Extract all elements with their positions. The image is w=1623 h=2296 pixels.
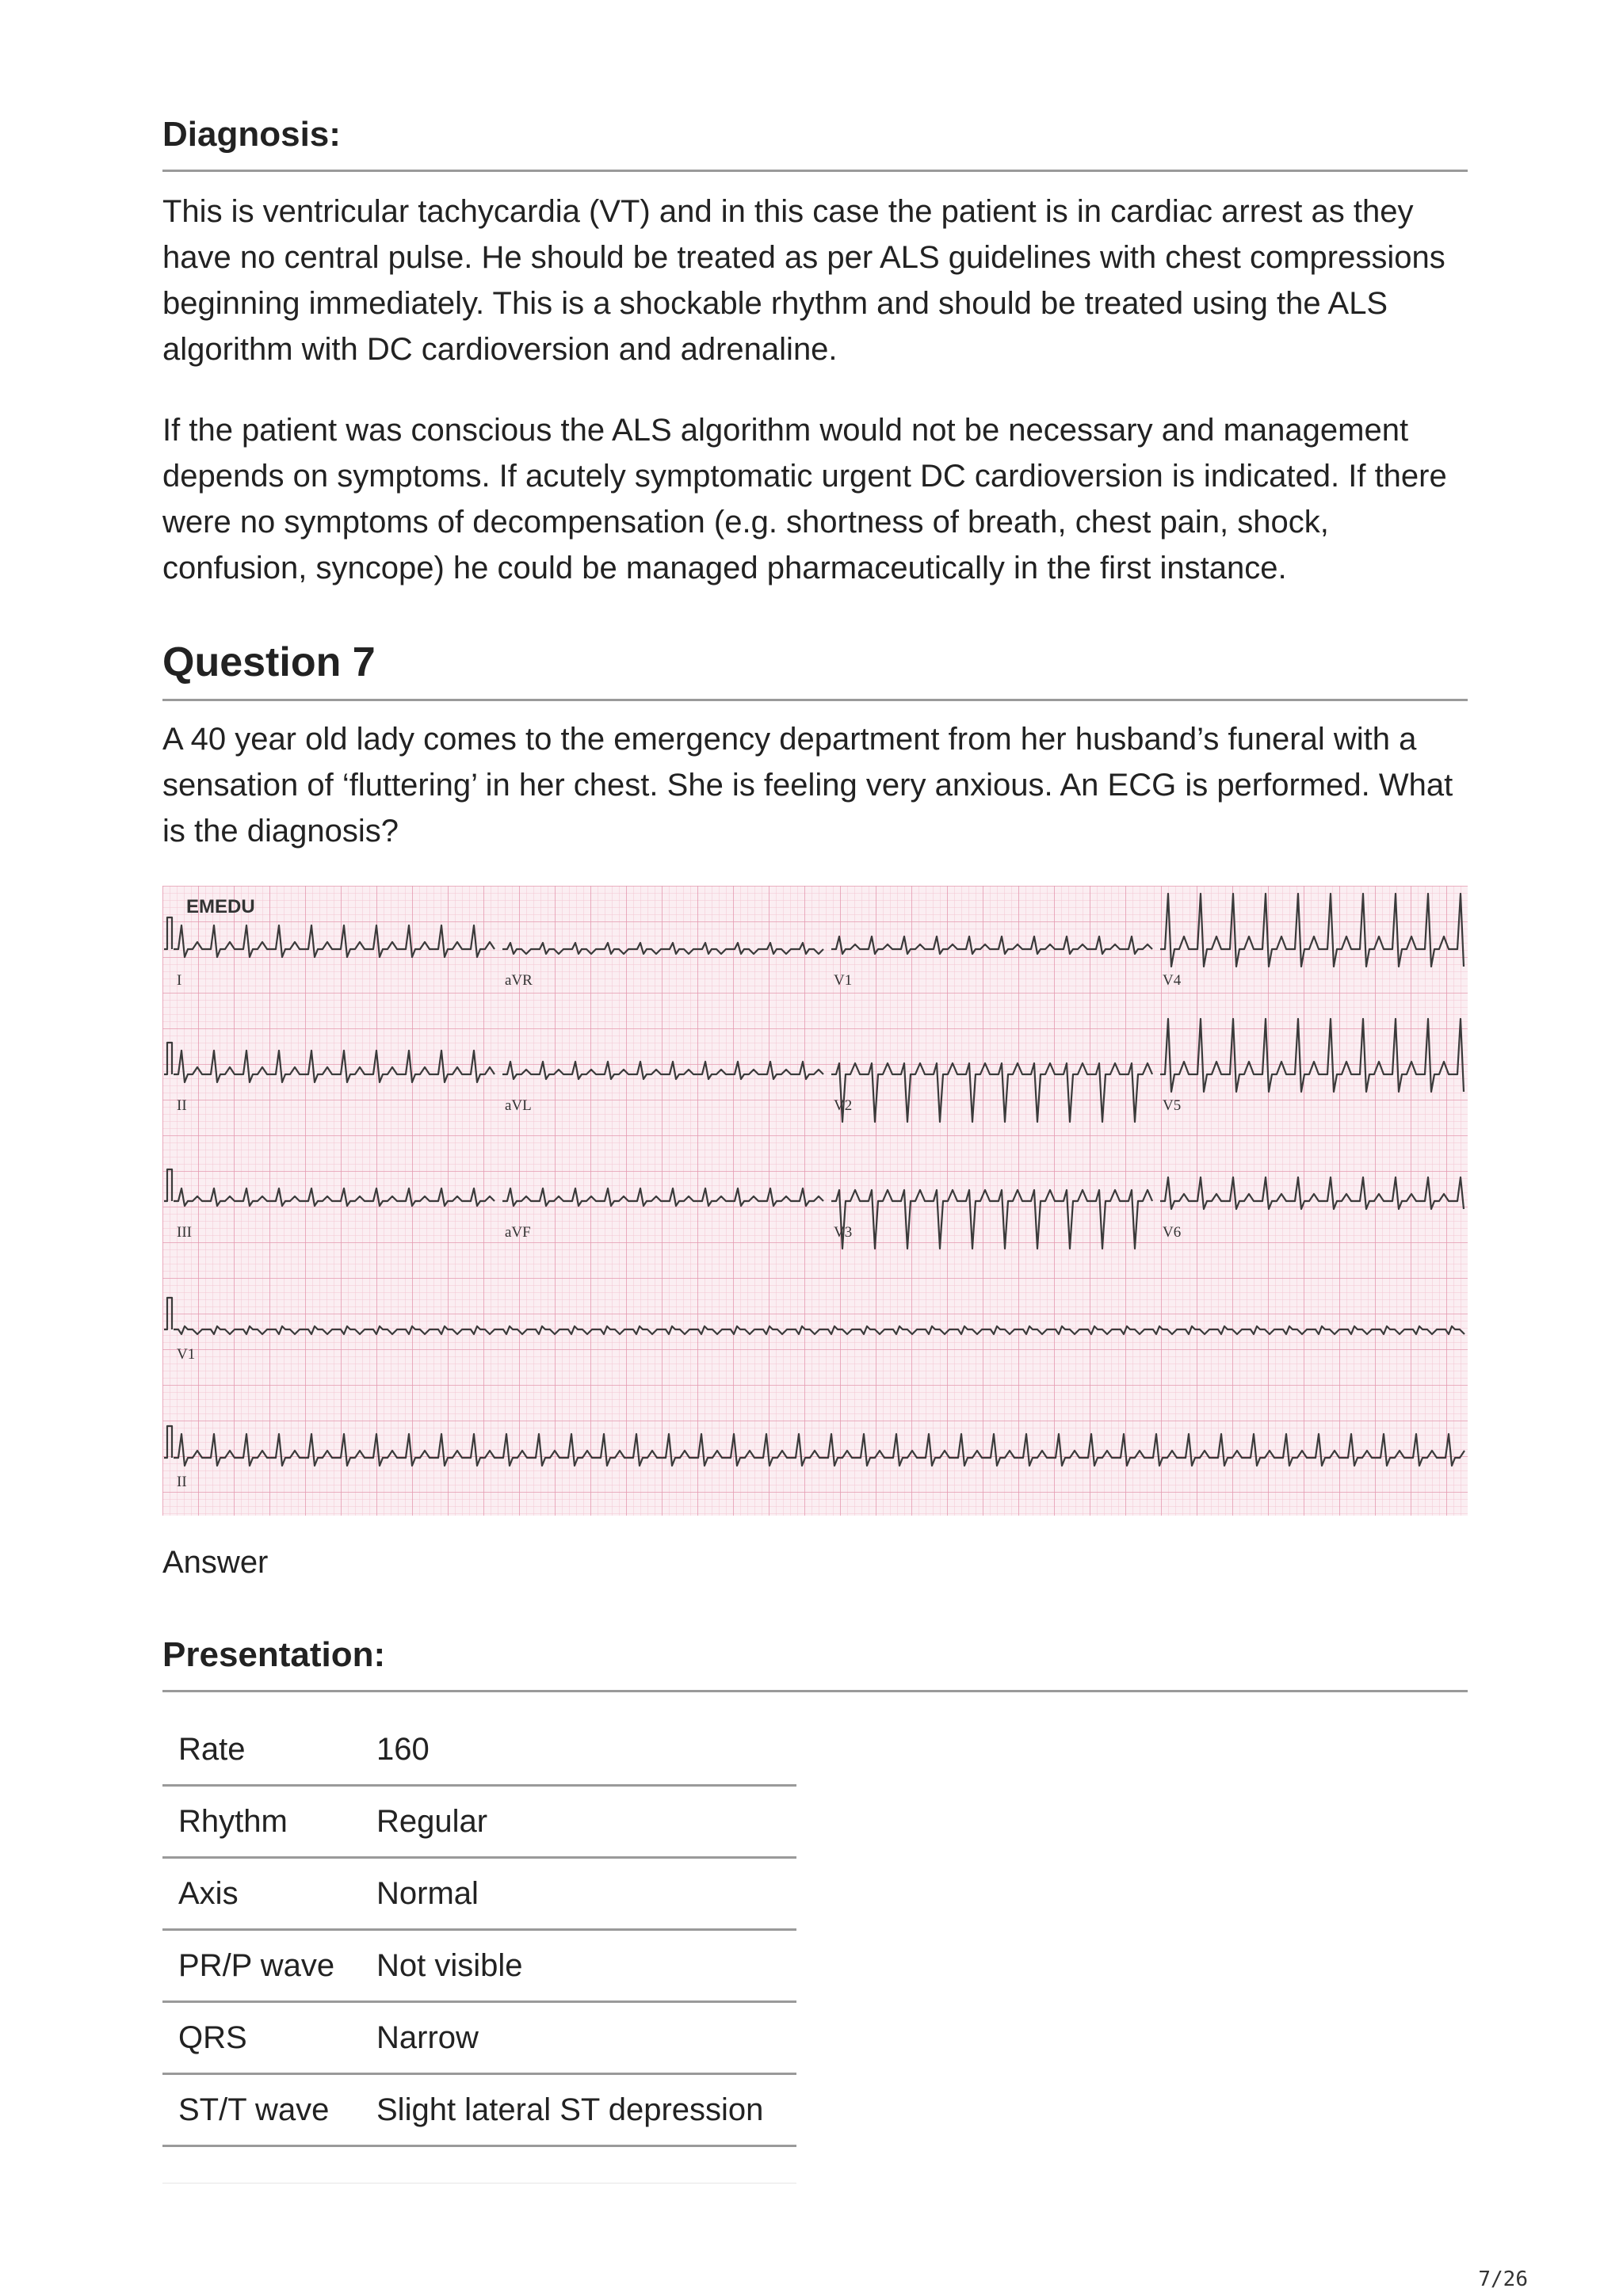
row-value: Not visible	[361, 1930, 796, 2002]
ecg-watermark: EMEDU	[186, 896, 255, 917]
row-label: QRS	[162, 2002, 361, 2074]
row-value: 160	[361, 1714, 796, 1786]
table-row-empty	[162, 2146, 796, 2183]
diagnosis-paragraph-1: This is ventricular tachycardia (VT) and in this case the patient is in cardiac arrest as they have no central pulse. He should be treated as per ALS guidelines with chest compressions beginning immediately. This is a shockable rhythm and should be treated using the ALS algorithm with DC cardioversion and adrenaline.	[162, 194, 1445, 367]
table-row	[162, 1786, 796, 1858]
question-text: A 40 year old lady comes to the emergency department from her husband’s funeral with a sensation of ‘fluttering’ in her chest. She is feeling very anxious. An ECG is performed. What is the diagnosis?	[162, 722, 1453, 849]
lead-label-V1-row1: V1	[834, 972, 853, 989]
lead-label-aVR: aVR	[505, 972, 533, 989]
lead-label-II-row2: II	[177, 1097, 187, 1114]
table-row	[162, 1858, 796, 1930]
diagnosis-paragraph-2: If the patient was conscious the ALS algorithm would not be necessary and management depends on symptoms. If acutely symptomatic urgent DC cardioversion is indicated. If there were no symptoms of decompensation (e.g. shortness of breath, chest pain, shock, confusion, syncope) he could be managed pharmaceutically in the first instance.	[162, 413, 1447, 585]
diagnosis-divider	[162, 170, 1468, 172]
lead-label-V1-rhythm: V1	[177, 1346, 196, 1363]
table-row	[162, 2002, 796, 2074]
table-row	[162, 2074, 796, 2146]
presentation-divider	[162, 1690, 1468, 1692]
row-value: Regular	[361, 1786, 796, 1858]
lead-label-aVL: aVL	[505, 1097, 532, 1114]
lead-label-aVF: aVF	[505, 1224, 531, 1241]
lead-label-V6: V6	[1163, 1224, 1182, 1241]
row-label: Rate	[162, 1714, 361, 1786]
row-value: Normal	[361, 1858, 796, 1930]
lead-label-V3: V3	[834, 1224, 853, 1241]
lead-label-V4: V4	[1163, 972, 1182, 989]
lead-label-V2: V2	[834, 1097, 853, 1114]
ecg-image	[162, 886, 1468, 1516]
row-value: Slight lateral ST depression	[361, 2074, 796, 2146]
lead-label-II-rhythm: II	[177, 1474, 187, 1490]
table-row	[162, 1714, 796, 1786]
table-row	[162, 1930, 796, 2002]
row-label: Rhythm	[162, 1786, 361, 1858]
row-value: Narrow	[361, 2002, 796, 2074]
question-heading: Question 7	[162, 639, 376, 685]
row-label: Axis	[162, 1858, 361, 1930]
row-label: PR/P wave	[162, 1930, 361, 2002]
answer-toggle[interactable]: Answer	[162, 1545, 269, 1580]
presentation-heading: Presentation:	[162, 1635, 386, 1674]
lead-label-III: III	[177, 1224, 192, 1241]
diagnosis-heading: Diagnosis:	[162, 115, 341, 154]
row-label: ST/T wave	[162, 2074, 361, 2146]
lead-label-V5: V5	[1163, 1097, 1182, 1114]
presentation-table	[162, 1714, 796, 2183]
lead-label-I: I	[177, 972, 182, 989]
page-number: 7/26	[1478, 2267, 1528, 2291]
question-divider	[162, 699, 1468, 701]
